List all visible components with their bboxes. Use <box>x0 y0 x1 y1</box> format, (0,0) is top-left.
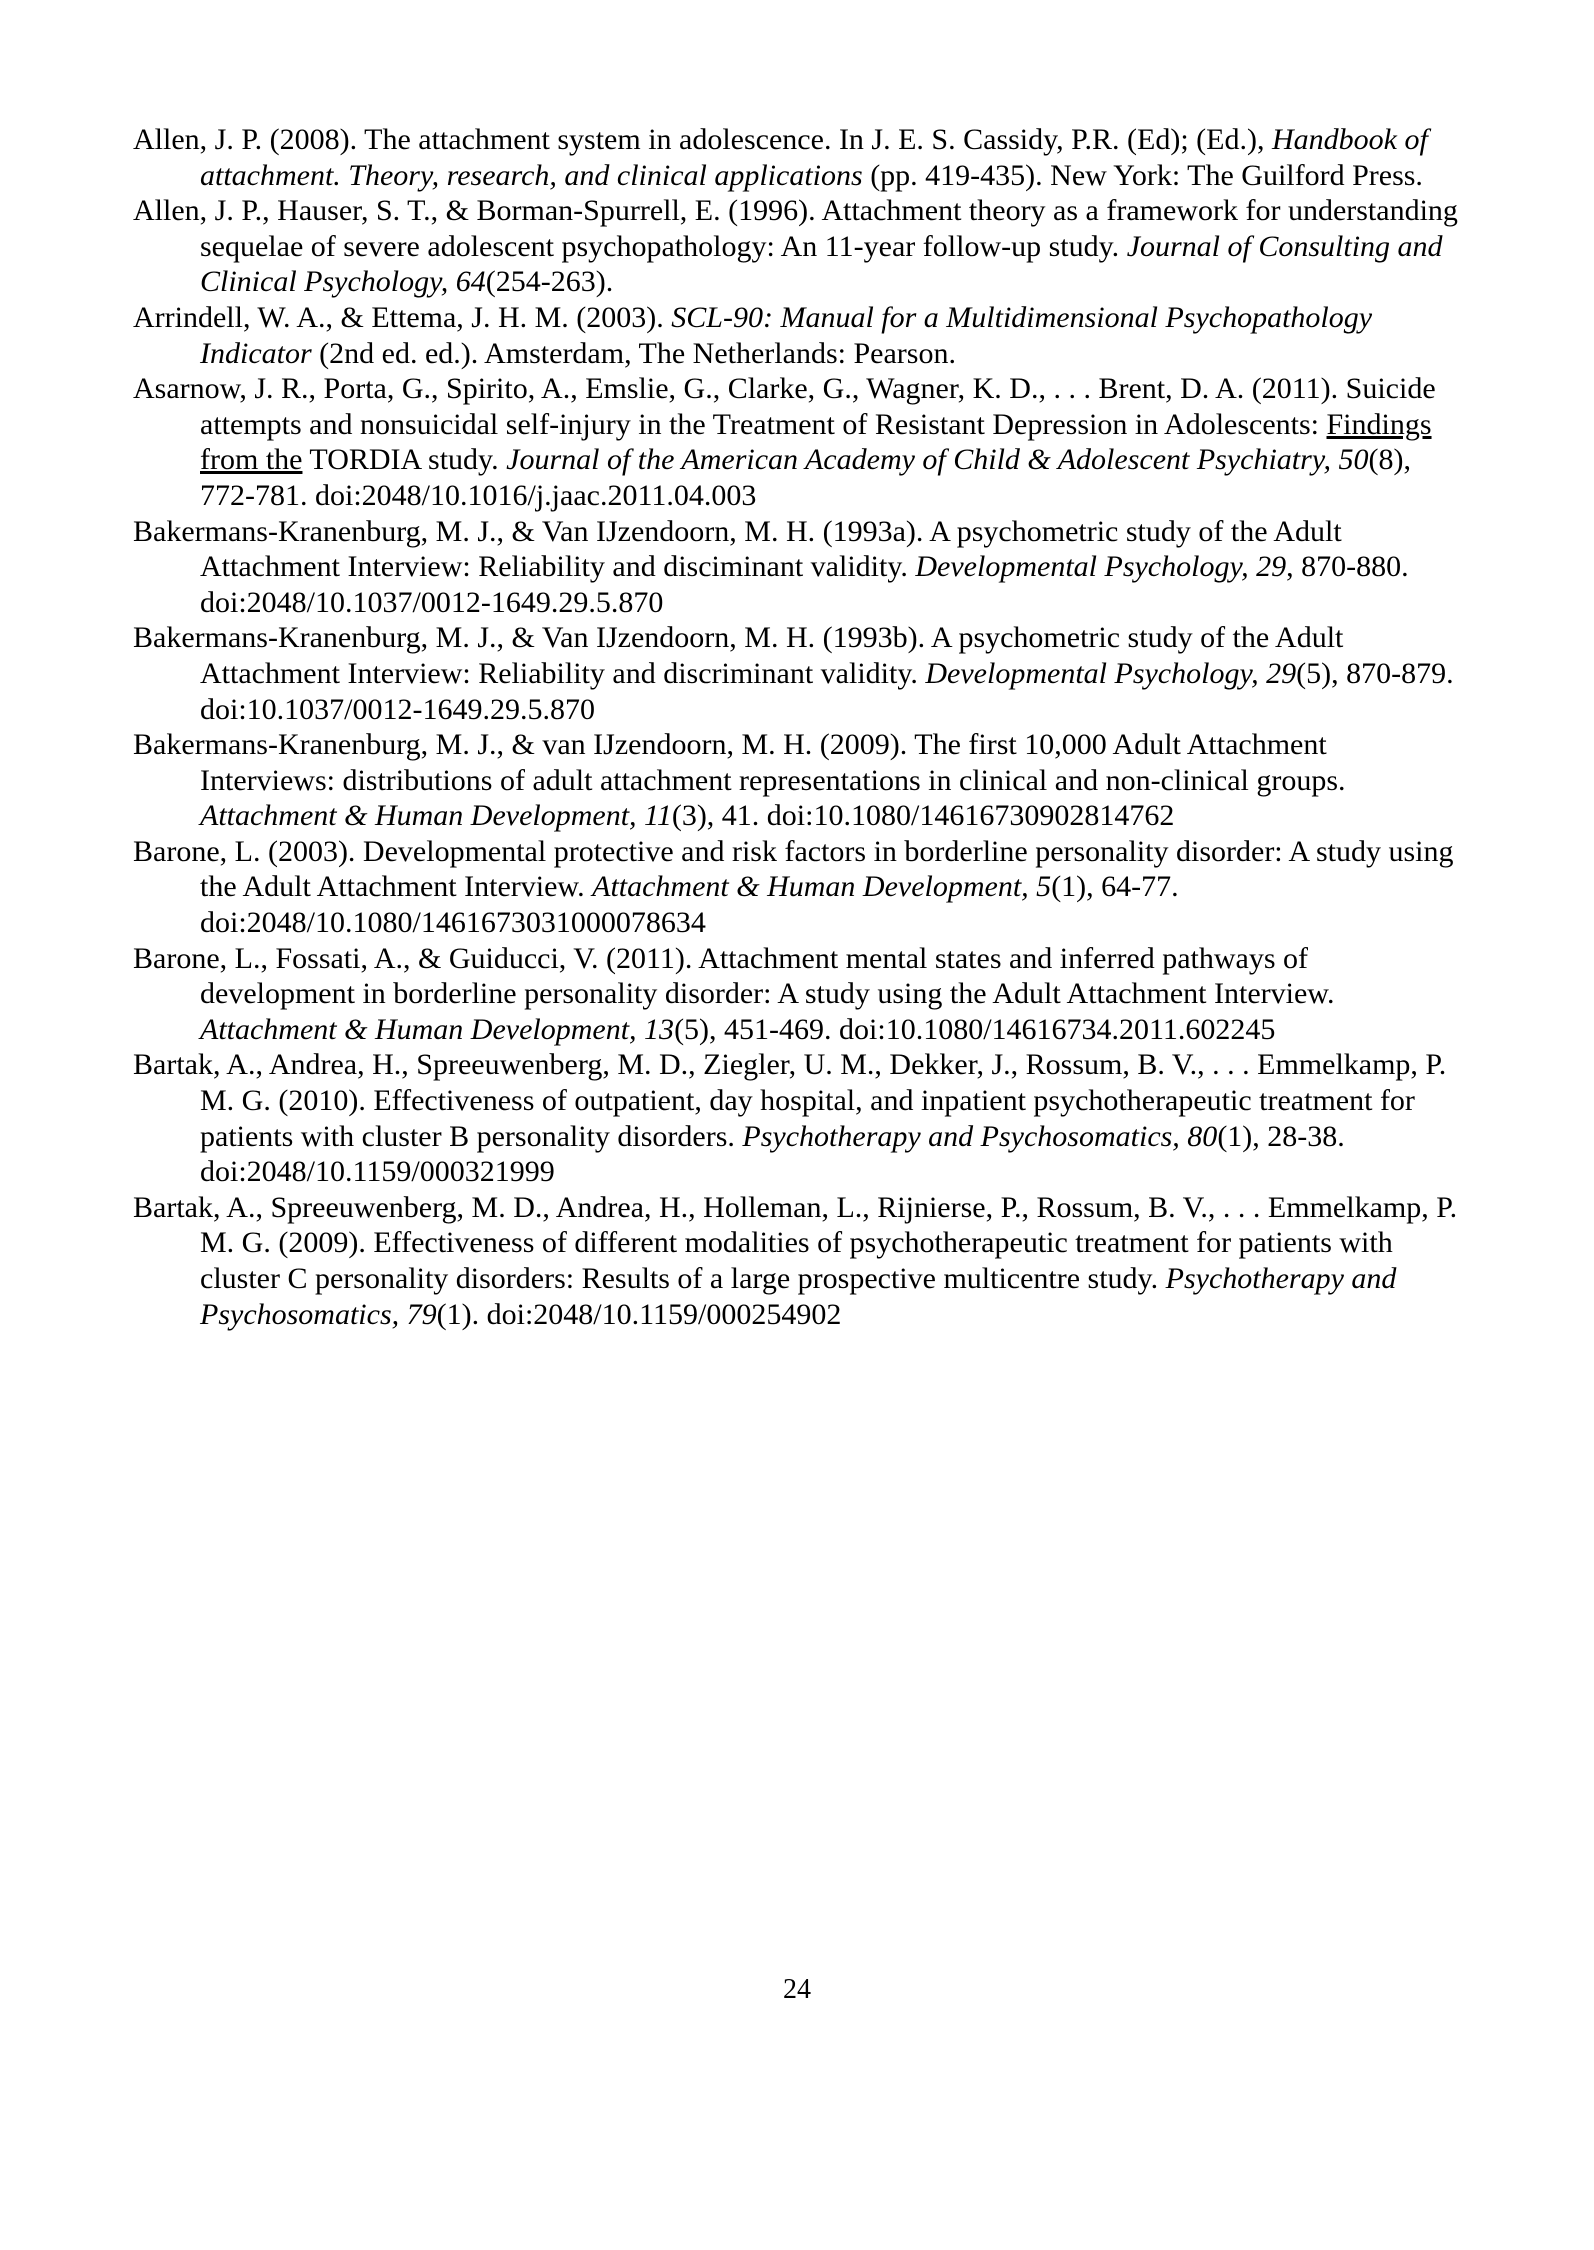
reference-segment: Developmental Psychology, 29 <box>915 550 1287 584</box>
reference-segment: Asarnow, J. R., Porta, G., Spirito, A., Emslie, G., Clarke, G., Wagner, K. D., . . . Brent, D. A. (2011). Suicide attempts and nonsuicidal self-injury in the Treatment of Resistant Depression in Adolescents: <box>133 372 1436 441</box>
reference-entry <box>133 1047 1465 1189</box>
reference-segment: (5), 451-469. doi:10.1080/14616734.2011.602245 <box>674 1012 1276 1046</box>
reference-segment: Bakermans-Kranenburg, M. J., & Van IJzendoorn, M. H. (1993b). A psychometric study of the Adult Attachment Interview: Reliability and discriminant validity. <box>133 621 1344 690</box>
references-list <box>133 122 1465 1332</box>
reference-entry <box>133 941 1465 1048</box>
reference-segment: Bartak, A., Spreeuwenberg, M. D., Andrea, H., Holleman, L., Rijnierse, P., Rossum, B. V., . . . Emmelkamp, P. M. G. (2009). Effectiveness of different modalities of psychotherapeutic treatment for patients with cluster C personality disorders: Results of a large prospective multicentre study. <box>133 1190 1458 1295</box>
reference-entry <box>133 122 1465 193</box>
reference-segment: Allen, J. P. (2008). The attachment system in adolescence. In J. E. S. Cassidy, P.R. (Ed); (Ed.), <box>133 123 1272 156</box>
reference-segment: (1). doi:2048/10.1159/000254902 <box>436 1297 842 1331</box>
page-number: 24 <box>783 1974 811 2005</box>
reference-segment: (2nd ed. ed.). Amsterdam, The Netherlands: Pearson. <box>311 336 956 370</box>
reference-segment: Attachment & Human Development, 13 <box>200 1012 675 1046</box>
reference-segment: (1), 64-77. doi:2048/10.1080/1461673031000078634 <box>200 870 1179 940</box>
reference-segment: Attachment & Human Development, 5 <box>592 870 1052 904</box>
reference-segment: Attachment & Human Development, 11 <box>200 799 672 833</box>
reference-entry <box>133 834 1465 941</box>
reference-entry <box>133 1190 1465 1332</box>
reference-segment: (5), 870-879. doi:10.1037/0012-1649.29.5.870 <box>200 656 1454 726</box>
reference-segment: Barone, L. (2003). Developmental protective and risk factors in borderline personality disorder: A study using the Adult Attachment Interview. <box>133 834 1454 904</box>
reference-segment: Allen, J. P., Hauser, S. T., & Borman-Spurrell, E. (1996). Attachment theory as a framework for understanding sequelae of severe adolescent psychopathology: An 11-year follow-up study. <box>133 194 1458 263</box>
reference-segment: Findings from the <box>200 407 1432 477</box>
reference-segment: Barone, L., Fossati, A., & Guiducci, V. (2011). Attachment mental states and inferred pathways of development in borderline personality disorder: A study using the Adult Attachment Interview. <box>133 941 1335 1011</box>
reference-segment: Bartak, A., Andrea, H., Spreeuwenberg, M. D., Ziegler, U. M., Dekker, J., Rossum, B. V., . . . Emmelkamp, P. M. G. (2010). Effectiveness of outpatient, day hospital, and inpatient psychotherapeutic treatment for patients with cluster B personality disorders. <box>133 1048 1447 1153</box>
reference-segment: (1), 28-38. doi:2048/10.1159/000321999 <box>200 1119 1345 1189</box>
reference-segment: Bakermans-Kranenburg, M. J., & Van IJzendoorn, M. H. (1993a). A psychometric study of the Adult Attachment Interview: Reliability and disciminant validity. <box>133 514 1342 584</box>
reference-entry <box>133 371 1465 513</box>
reference-entry <box>133 514 1465 621</box>
reference-segment: Journal of Consulting and Clinical Psychology, 64 <box>200 229 1443 299</box>
reference-segment: (254-263). <box>485 265 614 299</box>
reference-entry <box>133 193 1465 300</box>
reference-segment: Arrindell, W. A., & Ettema, J. H. M. (2003). <box>133 300 672 334</box>
reference-segment: Bakermans-Kranenburg, M. J., & van IJzendoorn, M. H. (2009). The first 10,000 Adult Attachment Interviews: distributions of adult attachment representations in clinical and non-clinical groups. <box>133 728 1346 797</box>
reference-entry <box>133 727 1465 834</box>
reference-segment: (pp. 419-435). New York: The Guilford Press. <box>862 158 1423 192</box>
reference-segment: SCL-90: Manual for a Multidimensional Psychopathology Indicator <box>200 300 1373 370</box>
reference-segment: Handbook of attachment. Theory, research, and clinical applications <box>200 123 1428 192</box>
reference-segment: , 870-880. doi:2048/10.1037/0012-1649.29.5.870 <box>200 550 1409 619</box>
reference-segment: (3), 41. doi:10.1080/14616730902814762 <box>671 799 1175 833</box>
reference-segment: TORDIA study. <box>302 443 507 477</box>
reference-segment: (8), 772-781. doi:2048/10.1016/j.jaac.2011.04.003 <box>200 443 1411 512</box>
reference-segment: Developmental Psychology, 29 <box>925 656 1297 690</box>
reference-segment: Psychotherapy and Psychosomatics, 79 <box>200 1262 1397 1331</box>
reference-segment: Journal of the American Academy of Child & Adolescent Psychiatry, 50 <box>506 443 1369 477</box>
reference-entry <box>133 300 1465 371</box>
reference-segment: Psychotherapy and Psychosomatics, 80 <box>742 1119 1218 1153</box>
reference-entry <box>133 620 1465 727</box>
